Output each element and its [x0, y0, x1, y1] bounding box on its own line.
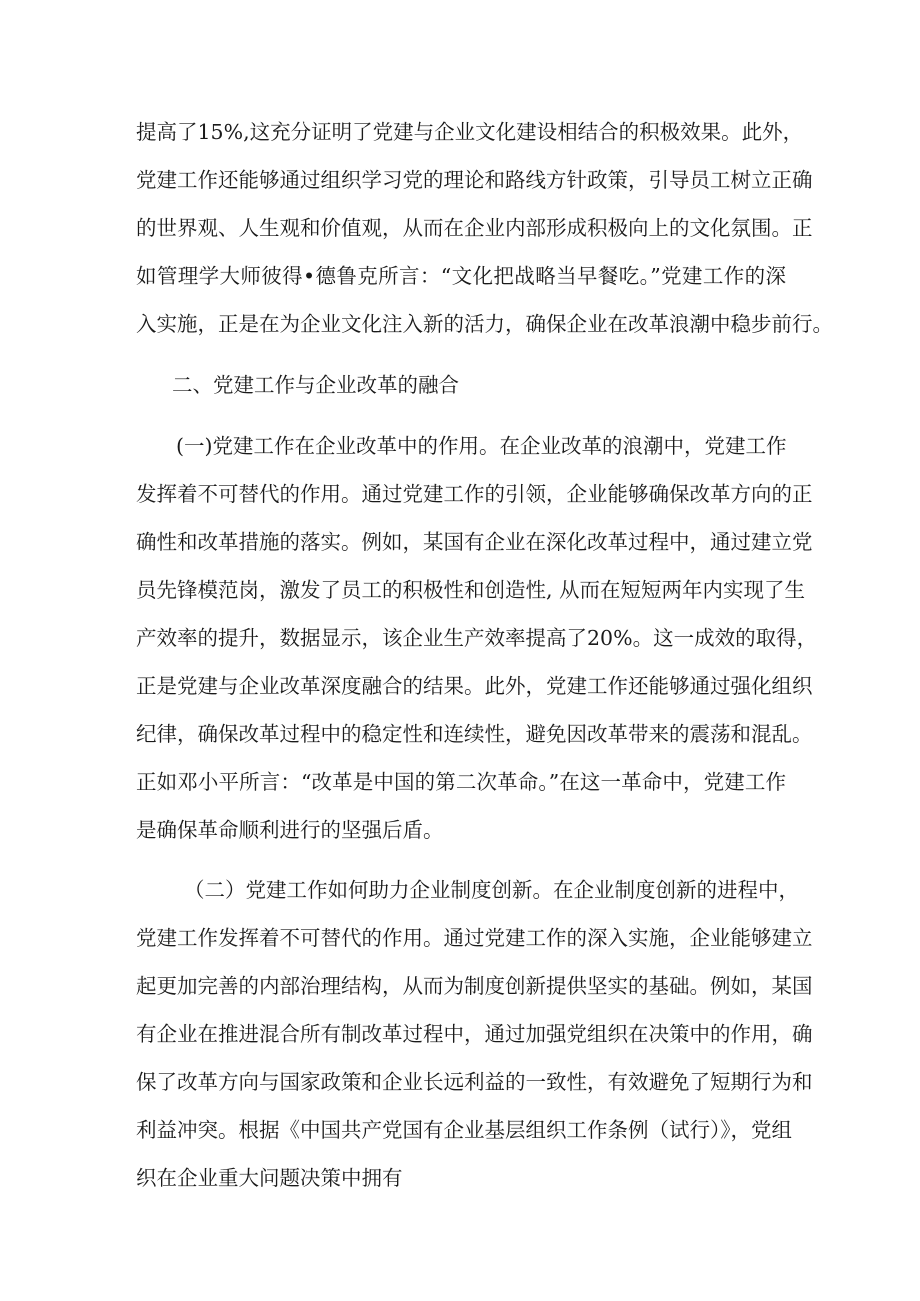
paragraph-line: 有企业在推进混合所有制改革过程中，通过加强党组织在决策中的作用，确	[136, 1022, 813, 1046]
paragraph-line: 产效率的提升，数据显示，该企业生产效率提高了20%。这一成效的取得，	[136, 626, 818, 650]
paragraph-line: 正如邓小平所言：“改革是中国的第二次革命。”在这一革命中，党建工作	[136, 770, 786, 794]
paragraph-line: （二）党建工作如何助力企业制度创新。在企业制度创新的进程中，	[184, 878, 799, 902]
paragraph-line: 发挥着不可替代的作用。通过党建工作的引领，企业能够确保改革方向的正	[136, 482, 813, 506]
paragraph-line: (一)党建工作在企业改革中的作用。在企业改革的浪潮中，党建工作	[176, 434, 787, 458]
paragraph-line: 是确保革命顺利进行的坚强后盾。	[136, 818, 444, 842]
paragraph-line: 党建工作发挥着不可替代的作用。通过党建工作的深入实施，企业能够建立	[136, 926, 813, 950]
paragraph-line: 织在企业重大问题决策中拥有	[136, 1166, 403, 1190]
paragraph-line: 确性和改革措施的落实。例如，某国有企业在深化改革过程中，通过建立党	[136, 530, 813, 554]
section-heading: 二、党建工作与企业改革的融合	[172, 373, 459, 397]
paragraph-line: 利益冲突。根据《中国共产党国有企业基层组织工作条例（试行）》，党组	[136, 1118, 792, 1142]
paragraph-line: 纪律，确保改革过程中的稳定性和连续性，避免因改革带来的震荡和混乱。	[136, 722, 813, 746]
paragraph-line: 保了改革方向与国家政策和企业长远利益的一致性，有效避免了短期行为和	[136, 1070, 813, 1094]
paragraph-line: 员先锋模范岗，激发了员工的积极性和创造性, 从而在短短两年内实现了生	[136, 578, 806, 602]
paragraph-line: 党建工作还能够通过组织学习党的理论和路线方针政策，引导员工树立正确	[136, 168, 813, 192]
paragraph-line: 入实施，正是在为企业文化注入新的活力，确保企业在改革浪潮中稳步前行。	[136, 312, 833, 336]
paragraph-line: 正是党建与企业改革深度融合的结果。此外，党建工作还能够通过强化组织	[136, 674, 813, 698]
paragraph-line: 的世界观、人生观和价值观，从而在企业内部形成积极向上的文化氛围。正	[136, 216, 813, 240]
paragraph-line: 如管理学大师彼得•德鲁克所言：“文化把战略当早餐吃。”党建工作的深	[136, 264, 786, 288]
paragraph-line: 提高了15%,这充分证明了党建与企业文化建设相结合的积极效果。此外，	[136, 120, 804, 144]
paragraph-line: 起更加完善的内部治理结构，从而为制度创新提供坚实的基础。例如，某国	[136, 974, 813, 998]
